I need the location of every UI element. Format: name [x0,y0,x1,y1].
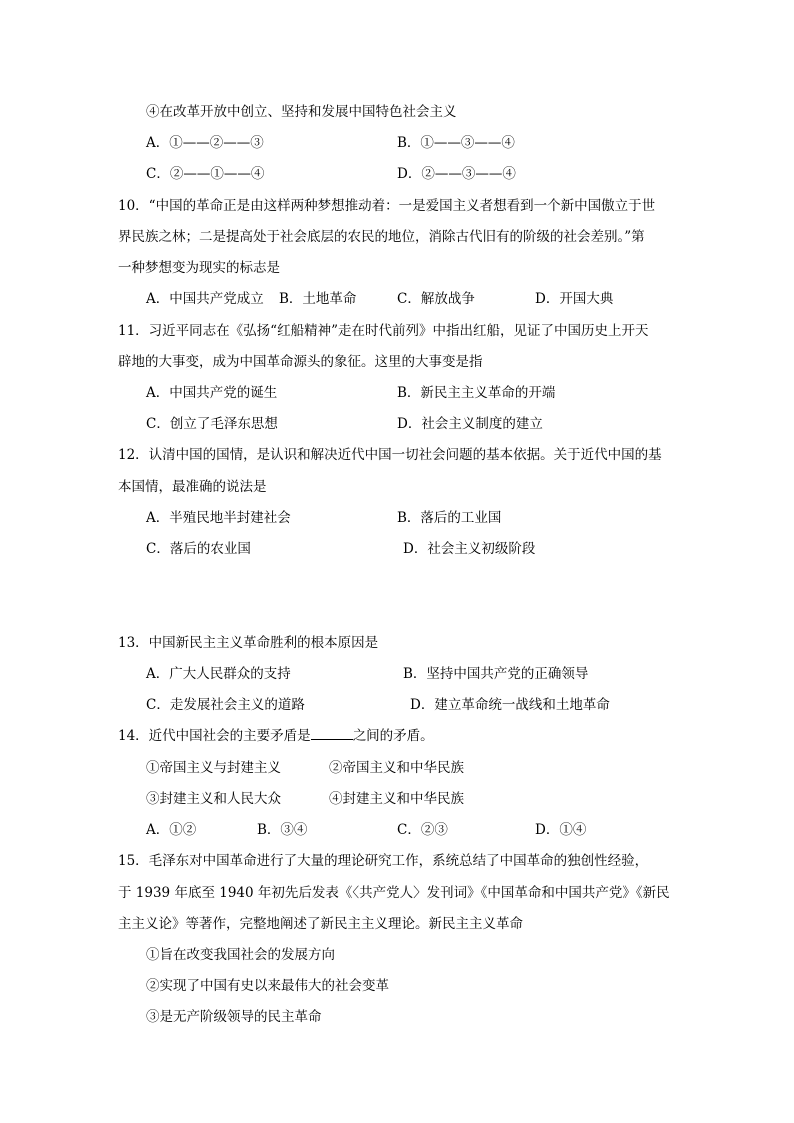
q9-option-d: D．②——③——④ [397,166,516,182]
q14-stem-before-blank: 14．近代中国社会的主要矛盾是 [118,728,311,744]
q10-option-d: D．开国大典 [535,291,614,307]
q14-option-b: B．③④ [257,822,308,838]
q12-option-d: D．社会主义初级阶段 [403,541,536,557]
q10-option-b: B．土地革命 [279,291,357,307]
q14-stem-after-blank: 之间的矛盾。 [352,728,434,744]
q13-option-b: B．坚持中国共产党的正确领导 [403,666,589,682]
q11-option-b: B．新民主主义革命的开端 [397,385,556,401]
q9-option-c: C．②——①——④ [146,166,265,182]
q14-stem [118,727,434,745]
q13-option-d: D．建立革命统一战线和土地革命 [410,697,610,713]
q14-option-d: D．①④ [535,822,587,838]
q14-item-1: ①帝国主义与封建主义 [146,760,281,776]
q15-item-1: ①旨在改变我国社会的发展方向 [146,947,335,963]
q14-option-c: C．②③ [397,822,448,838]
q15-stem-line-2: 于 1939 年底至 1940 年初先后发表《〈共产党人〉发刊词》《中国革命和中国共产党》《新民 [118,885,670,901]
q11-option-a: A．中国共产党的诞生 [146,385,278,401]
q12-option-c: C．落后的农业国 [146,541,251,557]
q11-option-c: C．创立了毛泽东思想 [146,416,278,432]
q14-item-4: ④封建主义和中华民族 [329,791,464,807]
q11-stem-line-1: 11．习近平同志在《弘扬“红船精神”走在时代前列》中指出红船，见证了中国历史上开天 [118,323,649,339]
q15-item-3: ③是无产阶级领导的民主革命 [146,1009,322,1025]
q14-option-a: A．①② [146,822,197,838]
q10-option-c: C．解放战争 [397,291,475,307]
q13-option-a: A．广大人民群众的支持 [146,666,291,682]
q10-stem-line-3: 一种梦想变为现实的标志是 [118,260,280,276]
q9-option-a: A．①——②——③ [146,135,264,151]
q14-item-3: ③封建主义和人民大众 [146,791,281,807]
q10-option-a: A．中国共产党成立 [146,291,264,307]
q13-option-c: C．走发展社会主义的道路 [146,697,305,713]
answer-blank [311,727,353,740]
q11-stem-line-2: 辟地的大事变，成为中国革命源头的象征。这里的大事变是指 [118,354,483,370]
q15-stem-line-3: 主主义论》等著作，完整地阐述了新民主主义理论。新民主主义革命 [118,916,523,932]
q12-option-a: A．半殖民地半封建社会 [146,510,291,526]
q10-stem-line-2: 界民族之林；二是提高处于社会底层的农民的地位，消除古代旧有的阶级的社会差别。”第 [118,229,645,245]
q9-option-b: B．①——③——④ [397,135,515,151]
q12-stem-line-2: 本国情，最准确的说法是 [118,479,267,495]
q12-option-b: B．落后的工业国 [397,510,502,526]
q11-option-d: D．社会主义制度的建立 [397,416,543,432]
q9-item-4: ④在改革开放中创立、坚持和发展中国特色社会主义 [146,104,457,120]
q10-stem-line-1: 10．“中国的革命正是由这样两种梦想推动着：一是爱国主义者想看到一个新中国傲立于世 [118,198,656,214]
q14-item-2: ②帝国主义和中华民族 [329,760,464,776]
q15-item-2: ②实现了中国有史以来最伟大的社会变革 [146,978,389,994]
q12-stem-line-1: 12．认清中国的国情，是认识和解决近代中国一切社会问题的基本依据。关于近代中国的基 [118,447,662,463]
q15-stem-line-1: 15．毛泽东对中国革命进行了大量的理论研究工作，系统总结了中国革命的独创性经验， [118,853,649,869]
q13-stem-line-1: 13．中国新民主主义革命胜利的根本原因是 [118,635,379,651]
